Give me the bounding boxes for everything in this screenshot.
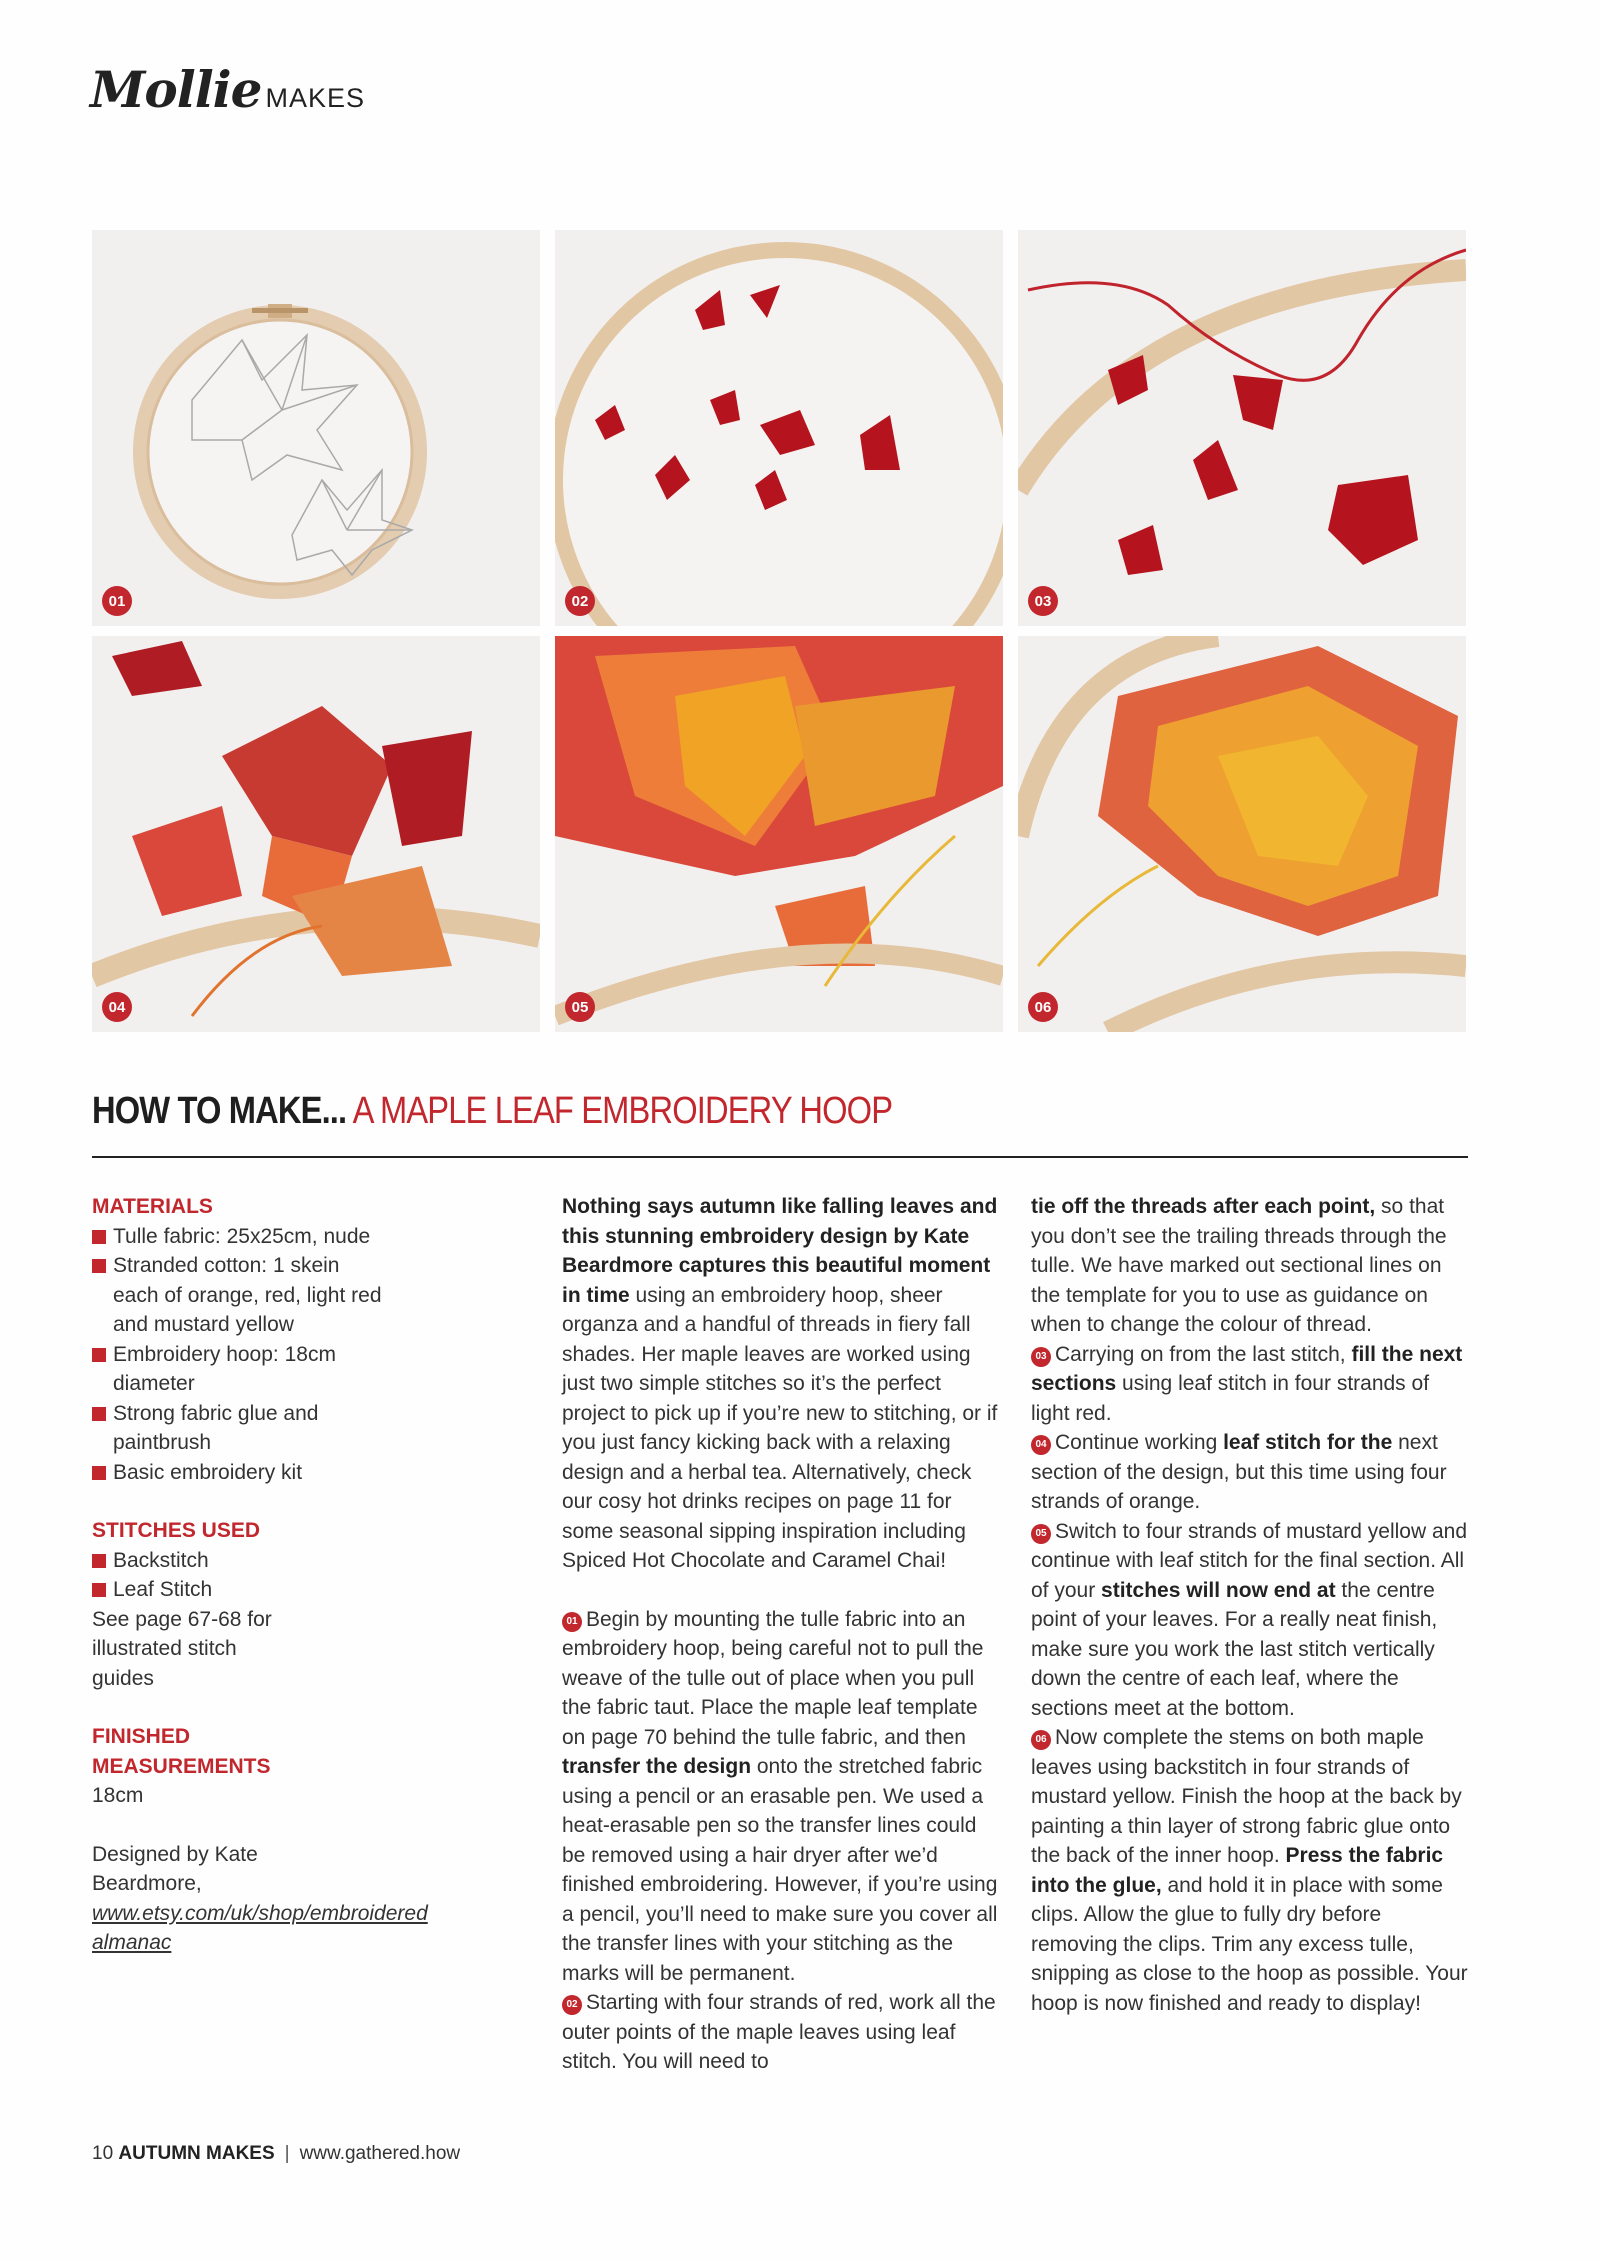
step-photo-grid [92,230,1466,1032]
materials-block [92,1192,382,1487]
light-red-sections-illustration [1018,230,1466,626]
step-text: the centre point of your leaves. For a really neat finish, make sure you work the last stitch vertically down the centre of each leaf, where the sections meet at the bottom. [1031,1578,1438,1720]
section-heading [92,1090,892,1133]
list-item: Basic embroidery kit [92,1458,382,1488]
stitches-list [92,1546,382,1605]
step-badge-01: 01 [102,586,132,616]
step-photo-03 [1018,230,1466,626]
step-02 [562,1988,998,2077]
step-number-05: 05 [1031,1524,1051,1544]
step-number-01: 01 [562,1612,582,1632]
step-text: Continue working [1055,1431,1224,1454]
step-05 [1031,1517,1471,1724]
step-bold: leaf stitch for the [1223,1431,1393,1454]
heading-lead: HOW TO MAKE... [92,1090,347,1132]
step-text: and hold it in place with some clips. Allow the glue to fully dry before removing the clips. Trim any excess tulle, snipping as close to the hoop as possible. Your hoop is now finished and ready to display! [1031,1873,1468,2015]
intro-text: using an embroidery hoop, sheer organza and a handful of threads in fiery fall shades. Her maple leaves are worked using just two simple stitches so it’s the perfect project to pick up if you’re new to stitching, or if you just fancy kicking back with a relaxing design and a herbal tea. Alternatively, check our cosy hot drinks recipes on page 11 for some seasonal sipping inspiration including Spiced Hot Chocolate and Caramel Chai! [562,1283,998,1572]
step-03 [1031,1340,1471,1429]
step-text: Begin by mounting the tulle fabric into an embroidery hoop, being careful not to pull the weave of the tulle out of place when you pull the fabric taut. Place the maple leaf template on page 70 behind the tulle fabric, and then [562,1607,984,1749]
step-bold: fill the next sections [1031,1342,1463,1395]
step-text: Starting with four strands of red, work all the outer points of the maple leaves using leaf stitch. You will need to [562,1991,996,2073]
step-badge-03: 03 [1028,586,1058,616]
hoop-template-illustration [92,230,540,626]
list-item: Tulle fabric: 25x25cm, nude [92,1222,382,1252]
stitches-title: STITCHES USED [92,1519,261,1542]
sidebar-column [92,1192,428,1958]
step-badge-05: 05 [565,992,595,1022]
page-footer [92,2143,460,2165]
list-item: Stranded cotton: 1 skein each of orange, red, light red and mustard yellow [92,1251,382,1340]
step-text: Now complete the stems on both maple leaves using backstitch in four strands of mustard yellow. Finish the hoop at the back by painting a thin layer of strong fabric glue onto the back of the inner hoop. [1031,1726,1462,1867]
list-item: Strong fabric glue and paintbrush [92,1399,382,1458]
materials-list [92,1222,382,1488]
step-02-continued [1031,1192,1471,1340]
step-badge-04: 04 [102,992,132,1022]
designer-credit [92,1840,428,1958]
list-item: Embroidery hoop: 18cm diameter [92,1340,382,1399]
finished-block [92,1722,382,1811]
step-text: Carrying on from the last stitch, [1055,1342,1352,1366]
step-number-02: 02 [562,1995,582,2015]
step-text: next section of the design, but this time using four strands of orange. [1031,1431,1447,1513]
step-badge-02: 02 [565,586,595,616]
stitches-note: See page 67-68 for illustrated stitch guides [92,1607,272,1690]
step-photo-01 [92,230,540,626]
step-badge-06: 06 [1028,992,1058,1022]
stitches-block [92,1516,382,1693]
step-text: using leaf stitch in four strands of light red. [1031,1372,1430,1425]
credit-text: Designed by Kate Beardmore, [92,1842,258,1895]
materials-title: MATERIALS [92,1195,213,1218]
step-photo-06 [1018,636,1466,1032]
step-bold: tie off the threads after each point, [1031,1195,1376,1218]
brand-script: Mollie [90,60,262,119]
footer-section: AUTUMN MAKES [118,2143,275,2164]
designer-link[interactable]: www.etsy.com/uk/shop/embroidered almanac [92,1901,428,1954]
step-bold: stitches will now end at [1101,1578,1336,1602]
finished-value: 18cm [92,1784,144,1807]
brand-logo [90,60,365,120]
finished-title: FINISHED MEASUREMENTS [92,1725,271,1778]
step-01 [562,1605,998,1989]
orange-sections-illustration [92,636,540,1032]
list-item: Leaf Stitch [92,1575,382,1605]
step-photo-05 [555,636,1003,1032]
step-text: Switch to four strands of mustard yellow and continue with leaf stitch for the final section. All of your [1031,1519,1468,1602]
heading-divider [92,1156,1468,1158]
step-photo-02 [555,230,1003,626]
finished-leaf-illustration [1018,636,1466,1032]
step-text: onto the stretched fabric using a pencil or an erasable pen. We used a heat-erasable pen so the transfer lines could be removed using a hair dryer after we’d finished embroidering. However, if you’re using a pencil, you’ll need to make sure you cover all the transfer lines with your stitching as the marks will be permanent. [562,1755,998,1985]
step-number-03: 03 [1031,1347,1051,1367]
heading-title: A MAPLE LEAF EMBROIDERY HOOP [346,1090,893,1132]
list-item: Backstitch [92,1546,382,1576]
brand-word: MAKES [265,83,366,113]
intro-bold: Nothing says autumn like falling leaves and this stunning embroidery design by Kate Beardmore captures this beautiful moment in time [562,1195,998,1307]
instructions-column-2 [1031,1192,1471,2018]
step-number-06: 06 [1031,1730,1051,1750]
step-text: so that you don’t see the trailing threads through the tulle. We have marked out sectional lines on the template for you to use as guidance on when to change the colour of thread. [1031,1195,1447,1336]
page-number: 10 [92,2143,114,2164]
step-bold: transfer the design [562,1755,752,1778]
step-06 [1031,1723,1471,2018]
instructions-column-1 [562,1192,998,2077]
intro-paragraph [562,1192,998,1576]
red-tips-illustration [555,230,1003,626]
step-bold: Press the fabric into the glue, [1031,1844,1444,1897]
footer-url[interactable]: www.gathered.how [299,2143,461,2164]
footer-separator: | [284,2143,290,2164]
step-04 [1031,1428,1471,1517]
step-number-04: 04 [1031,1435,1051,1455]
mustard-centre-illustration [555,636,1003,1032]
step-photo-04 [92,636,540,1032]
